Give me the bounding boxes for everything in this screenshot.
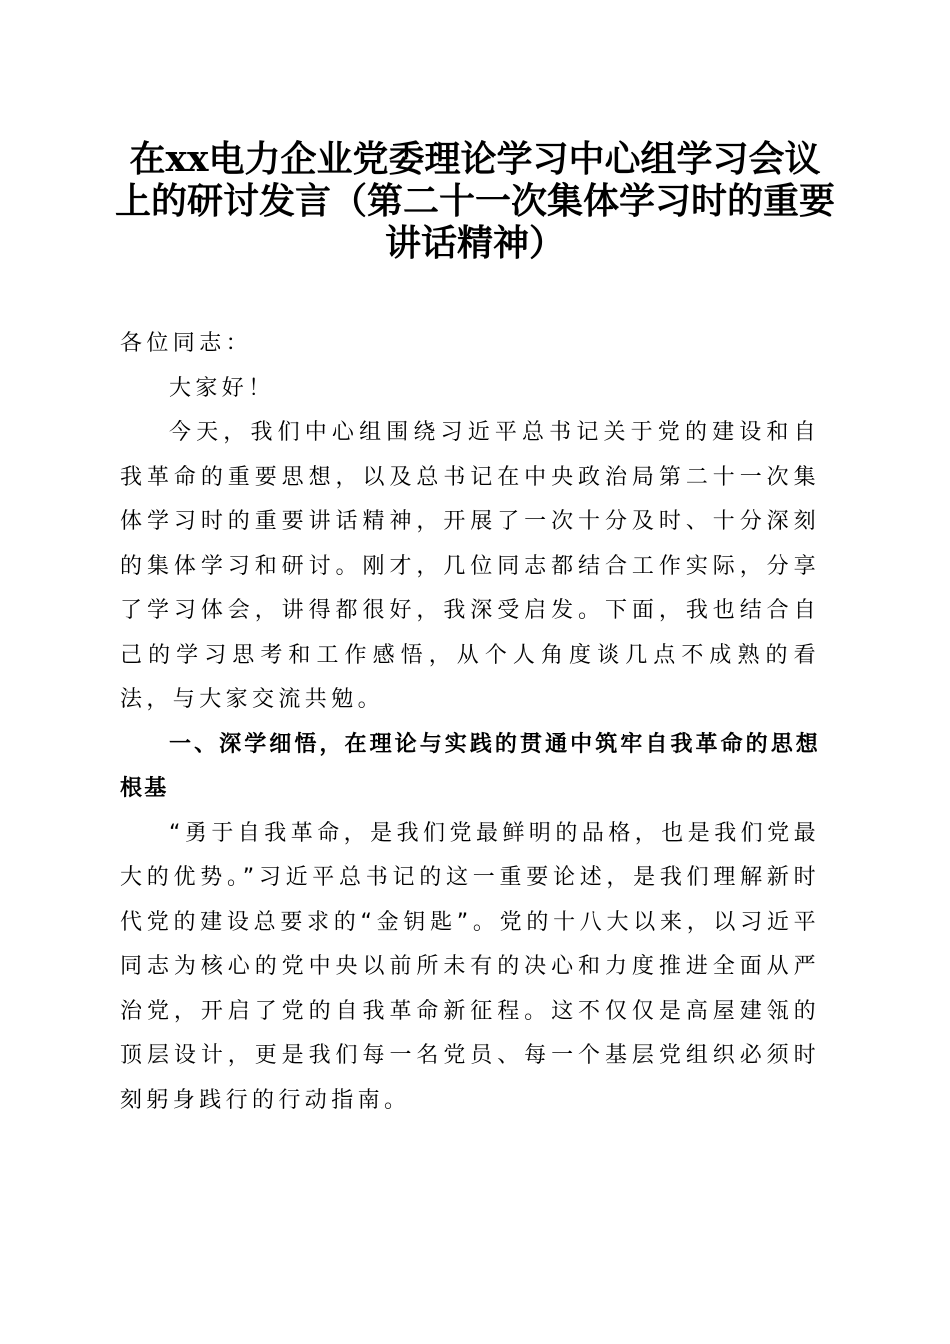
document-body <box>120 322 820 1123</box>
greeting: 大家好！ <box>169 375 275 401</box>
section-1-heading: 一、深学细悟，在理论与实践的贯通中筑牢自我革命的思想根基 <box>120 731 820 801</box>
intro-paragraph: 今天，我们中心组围绕习近平总书记关于党的建设和自我革命的重要思想，以及总书记在中央政治局第二十一次集体学习时的重要讲话精神，开展了一次十分及时、十分深刻的集体学习和研讨。刚才，几位同志都结合工作实际，分享了学习体会，讲得都很好，我深受启发。下面，我也结合自己的学习思考和工作感悟，从个人角度谈几点不成熟的看法，与大家交流共勉。 <box>120 420 820 712</box>
section-1-paragraph: “勇于自我革命，是我们党最鲜明的品格，也是我们党最大的优势。”习近平总书记的这一重要论述，是我们理解新时代党的建设总要求的“金钥匙”。党的十八大以来，以习近平同志为核心的党中央以前所未有的决心和力度推进全面从严治党，开启了党的自我革命新征程。这不仅仅是高屋建瓴的顶层设计，更是我们每一名党员、每一个基层党组织必须时刻躬身践行的行动指南。 <box>120 820 820 1113</box>
title-line-3: 讲话精神） <box>384 222 565 264</box>
document-title <box>110 138 840 264</box>
salutation: 各位同志： <box>120 331 253 356</box>
title-line-2: 上的研讨发言（第二十一次集体学习时的重要 <box>114 180 835 222</box>
title-line-1: 在xx电力企业党委理论学习中心组学习会议 <box>129 138 821 180</box>
